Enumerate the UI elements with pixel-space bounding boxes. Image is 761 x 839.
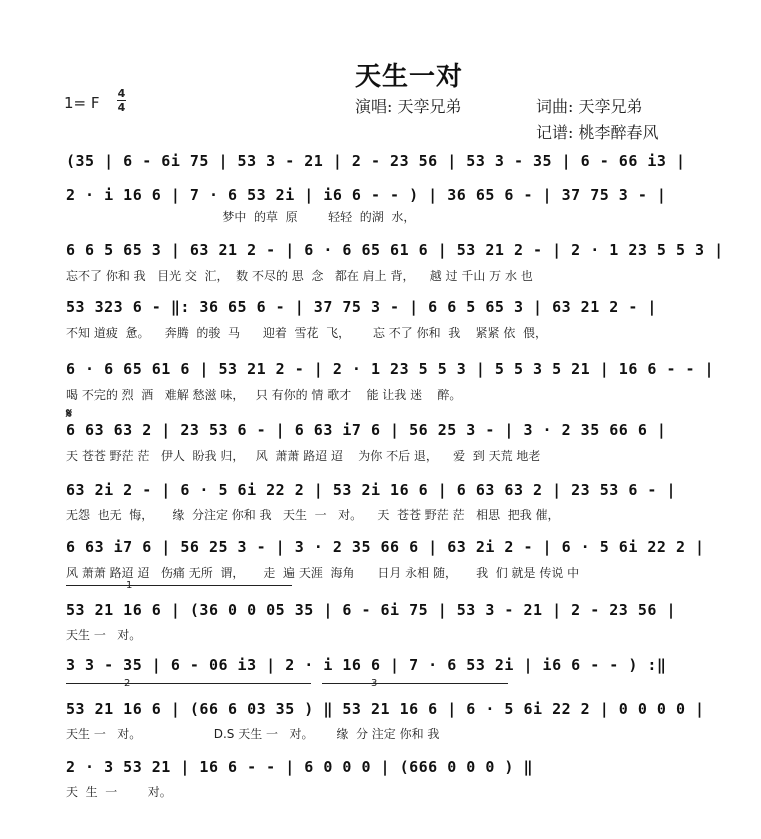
lyrics-line-12: 天 生 一 对。: [66, 785, 172, 799]
notation-line-9: 53 21 16 6 | (36 0 0 05 35 | 6 - 6i 75 | 53 3 - 21 | 2 - 23 56 |: [66, 601, 676, 619]
volta-2-bracket: [66, 683, 311, 684]
singer-credit: 演唱: 天孪兄弟: [355, 97, 462, 116]
notation-line-6: 6 63 63 2 | 23 53 6 - | 6 63 i7 6 | 56 25 3 - | 3 · 2 35 66 6 |: [66, 421, 667, 439]
lyrics-line-2: 梦中 的草 原 轻轻 的湖 水，: [66, 210, 416, 224]
transcriber-credit: 记谱: 桃李醉春风: [536, 123, 659, 142]
score-sheet: [30, 30, 730, 810]
lyrics-line-8: 风 萧萧 路迢 迢 伤痛 无所 谓， 走 遍 天涯 海角 日月 永相 随， 我 们 就是 传说 中: [66, 566, 580, 580]
notation-line-5: 6 · 6 65 61 6 | 53 21 2 - | 2 · 1 23 5 5 3 | 5 5 3 5 21 | 16 6 - - |: [66, 360, 715, 378]
lyrics-line-4: 不知 道疲 惫。 奔腾 的骏 马 迎着 雪花 飞， 忘 不了 你和 我 紧紧 依 偎，: [66, 326, 547, 340]
key-signature: 1= F: [64, 94, 100, 112]
segno-sign: 𝄋: [66, 406, 73, 422]
notation-line-4: 53 323 6 - ‖: 36 65 6 - | 37 75 3 - | 6 6 5 65 3 | 63 21 2 - |: [66, 298, 657, 316]
time-signature: [117, 88, 126, 113]
lyrics-line-11: 天生 一 对。 D.S 天生 一 对。 缘 分 注定 你和 我: [66, 727, 440, 741]
notation-line-3: 6 6 5 65 3 | 63 21 2 - | 6 · 6 65 61 6 | 53 21 2 - | 2 · 1 23 5 5 3 |: [66, 241, 724, 259]
notation-line-11: 53 21 16 6 | (66 6 03 35 ) ‖ 53 21 16 6 | 6 · 5 6i 22 2 | 0 0 0 0 |: [66, 700, 705, 718]
lyrics-line-9: 天生 一 对。: [66, 628, 142, 642]
volta-3-bracket: [322, 683, 508, 684]
time-numerator: 4: [117, 87, 126, 100]
notation-line-7: 63 2i 2 - | 6 · 5 6i 22 2 | 53 2i 16 6 | 6 63 63 2 | 23 53 6 - |: [66, 481, 676, 499]
notation-line-1: (35 | 6 - 6i 75 | 53 3 - 21 | 2 - 23 56 | 53 3 - 35 | 6 - 66 i3 |: [66, 152, 686, 170]
notation-line-2: 2 · i 16 6 | 7 · 6 53 2i | i6 6 - - ) | 36 65 6 - | 37 75 3 - |: [66, 186, 667, 204]
notation-line-8: 6 63 i7 6 | 56 25 3 - | 3 · 2 35 66 6 | 63 2i 2 - | 6 · 5 6i 22 2 |: [66, 538, 705, 556]
lyrics-line-5: 喝 不完的 烈 酒 难解 愁滋 味， 只 有你的 情 歌才 能 让我 迷 醉。: [66, 388, 462, 402]
lyrics-line-7: 无怨 也无 悔， 缘 分注定 你和 我 天生 一 对。 天 苍苍 野茫 茫 相思 把我 催，: [66, 508, 560, 522]
composer-credit: 词曲: 天孪兄弟: [536, 97, 643, 116]
notation-line-10: 3 3 - 35 | 6 - 06 i3 | 2 · i 16 6 | 7 · 6 53 2i | i6 6 - - ) :‖: [66, 656, 667, 674]
notation-line-12: 2 · 3 53 21 | 16 6 - - | 6 0 0 0 | (666 0 0 0 ) ‖: [66, 758, 534, 776]
lyrics-line-6: 天 苍苍 野茫 茫 伊人 盼我 归， 风 萧萧 路迢 迢 为你 不后 退， 爱 到 天荒 地老: [66, 449, 541, 463]
song-title: 天生一对: [355, 62, 464, 92]
volta-1-bracket: [66, 585, 292, 586]
time-denominator: 4: [117, 101, 126, 114]
lyrics-line-3: 忘不了 你和 我 目光 交 汇， 数 不尽的 思 念 都在 肩上 背， 越 过 千山 万 水 也: [66, 269, 533, 283]
